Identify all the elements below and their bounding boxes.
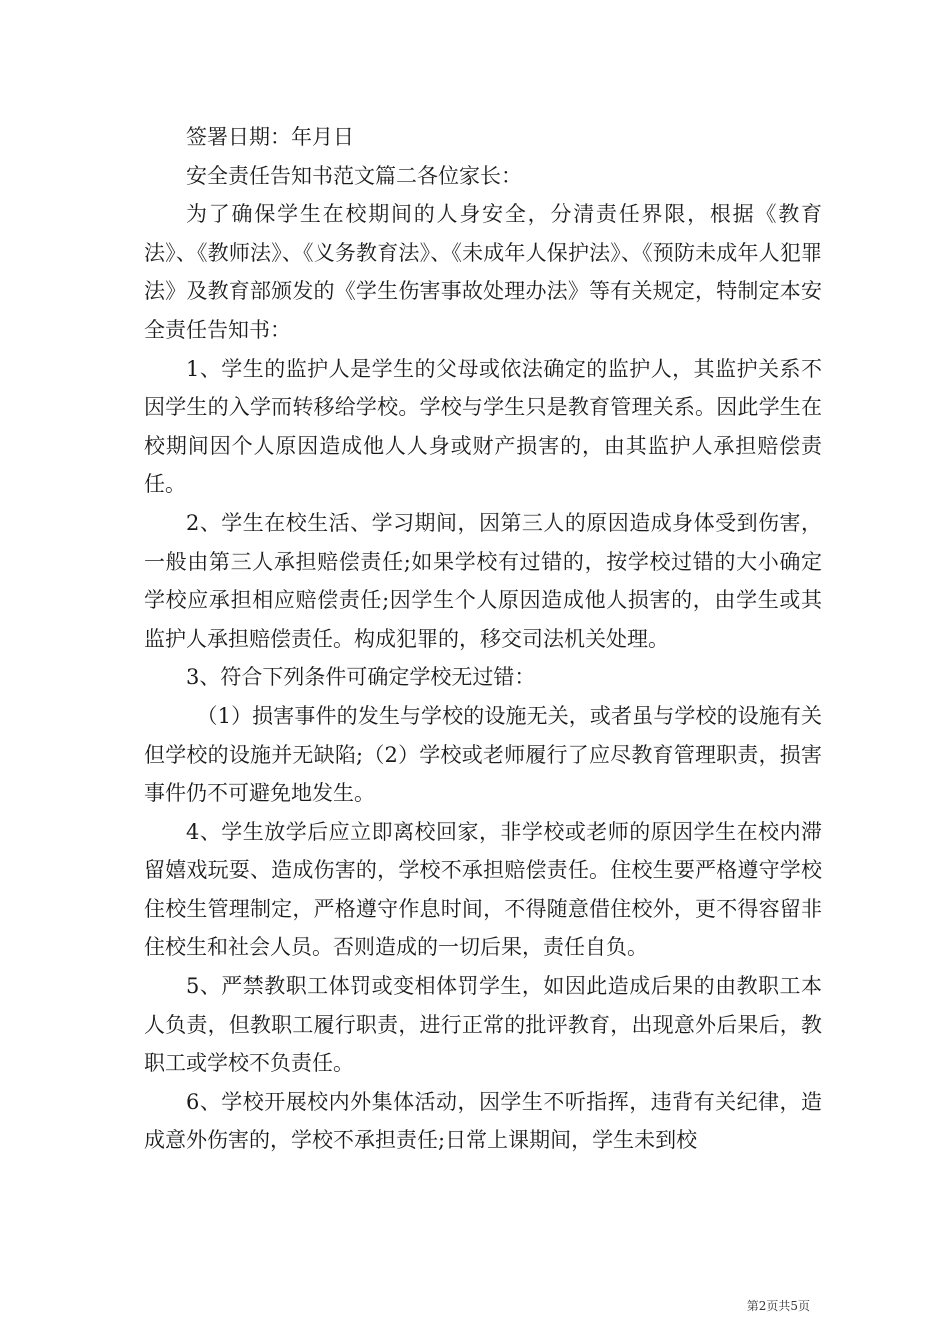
clause-5: 5、严禁教职工体罚或变相体罚学生，如因此造成后果的由教职工本人负责，但教职工履行职责，进行正常的批评教育，出现意外后果后，教职工或学校不负责任。	[144, 974, 822, 1076]
page-number: 第2页共5页	[746, 1299, 810, 1313]
clause-6: 6、学校开展校内外集体活动，因学生不听指挥，违背有关纪律，造成意外伤害的，学校不承担责任;日常上课期间，学生未到校	[144, 1089, 822, 1153]
clause-4: 4、学生放学后应立即离校回家，非学校或老师的原因学生在校内滞留嬉戏玩耍、造成伤害的，学校不承担赔偿责任。住校生要严格遵守学校住校生管理制定，严格遵守作息时间，不得随意借住校外，更不得容留非住校生和社会人员。否则造成的一切后果，责任自负。	[144, 819, 822, 960]
intro-paragraph: 为了确保学生在校期间的人身安全，分清责任界限，根据《教育法》、《教师法》、《义务教育法》、《未成年人保护法》、《预防未成年人犯罪法》及教育部颁发的《学生伤害事故处理办法》等有关规定，特制定本安全责任告知书：	[144, 202, 822, 342]
section-heading: 安全责任告知书范文篇二各位家长：	[186, 163, 522, 188]
document-body	[144, 118, 822, 1160]
clause-1: 1、学生的监护人是学生的父母或依法确定的监护人，其监护关系不因学生的入学而转移给学校。学校与学生只是教育管理关系。因此学生在校期间因个人原因造成他人人身或财产损害的，由其监护人承担赔偿责任。	[144, 356, 822, 497]
clause-3-conditions: （1）损害事件的发生与学校的设施无关，或者虽与学校的设施有关但学校的设施并无缺陷;（2）学校或老师履行了应尽教育管理职责，损害事件仍不可避免地发生。	[144, 703, 822, 806]
clause-3: 3、符合下列条件可确定学校无过错：	[186, 665, 536, 690]
signing-date-line: 签署日期：年月日	[186, 125, 354, 149]
clause-2: 2、学生在校生活、学习期间，因第三人的原因造成身体受到伤害，一般由第三人承担赔偿责任;如果学校有过错的，按学校过错的大小确定学校应承担相应赔偿责任;因学生个人原因造成他人损害的，由学生或其监护人承担赔偿责任。构成犯罪的，移交司法机关处理。	[144, 510, 822, 651]
